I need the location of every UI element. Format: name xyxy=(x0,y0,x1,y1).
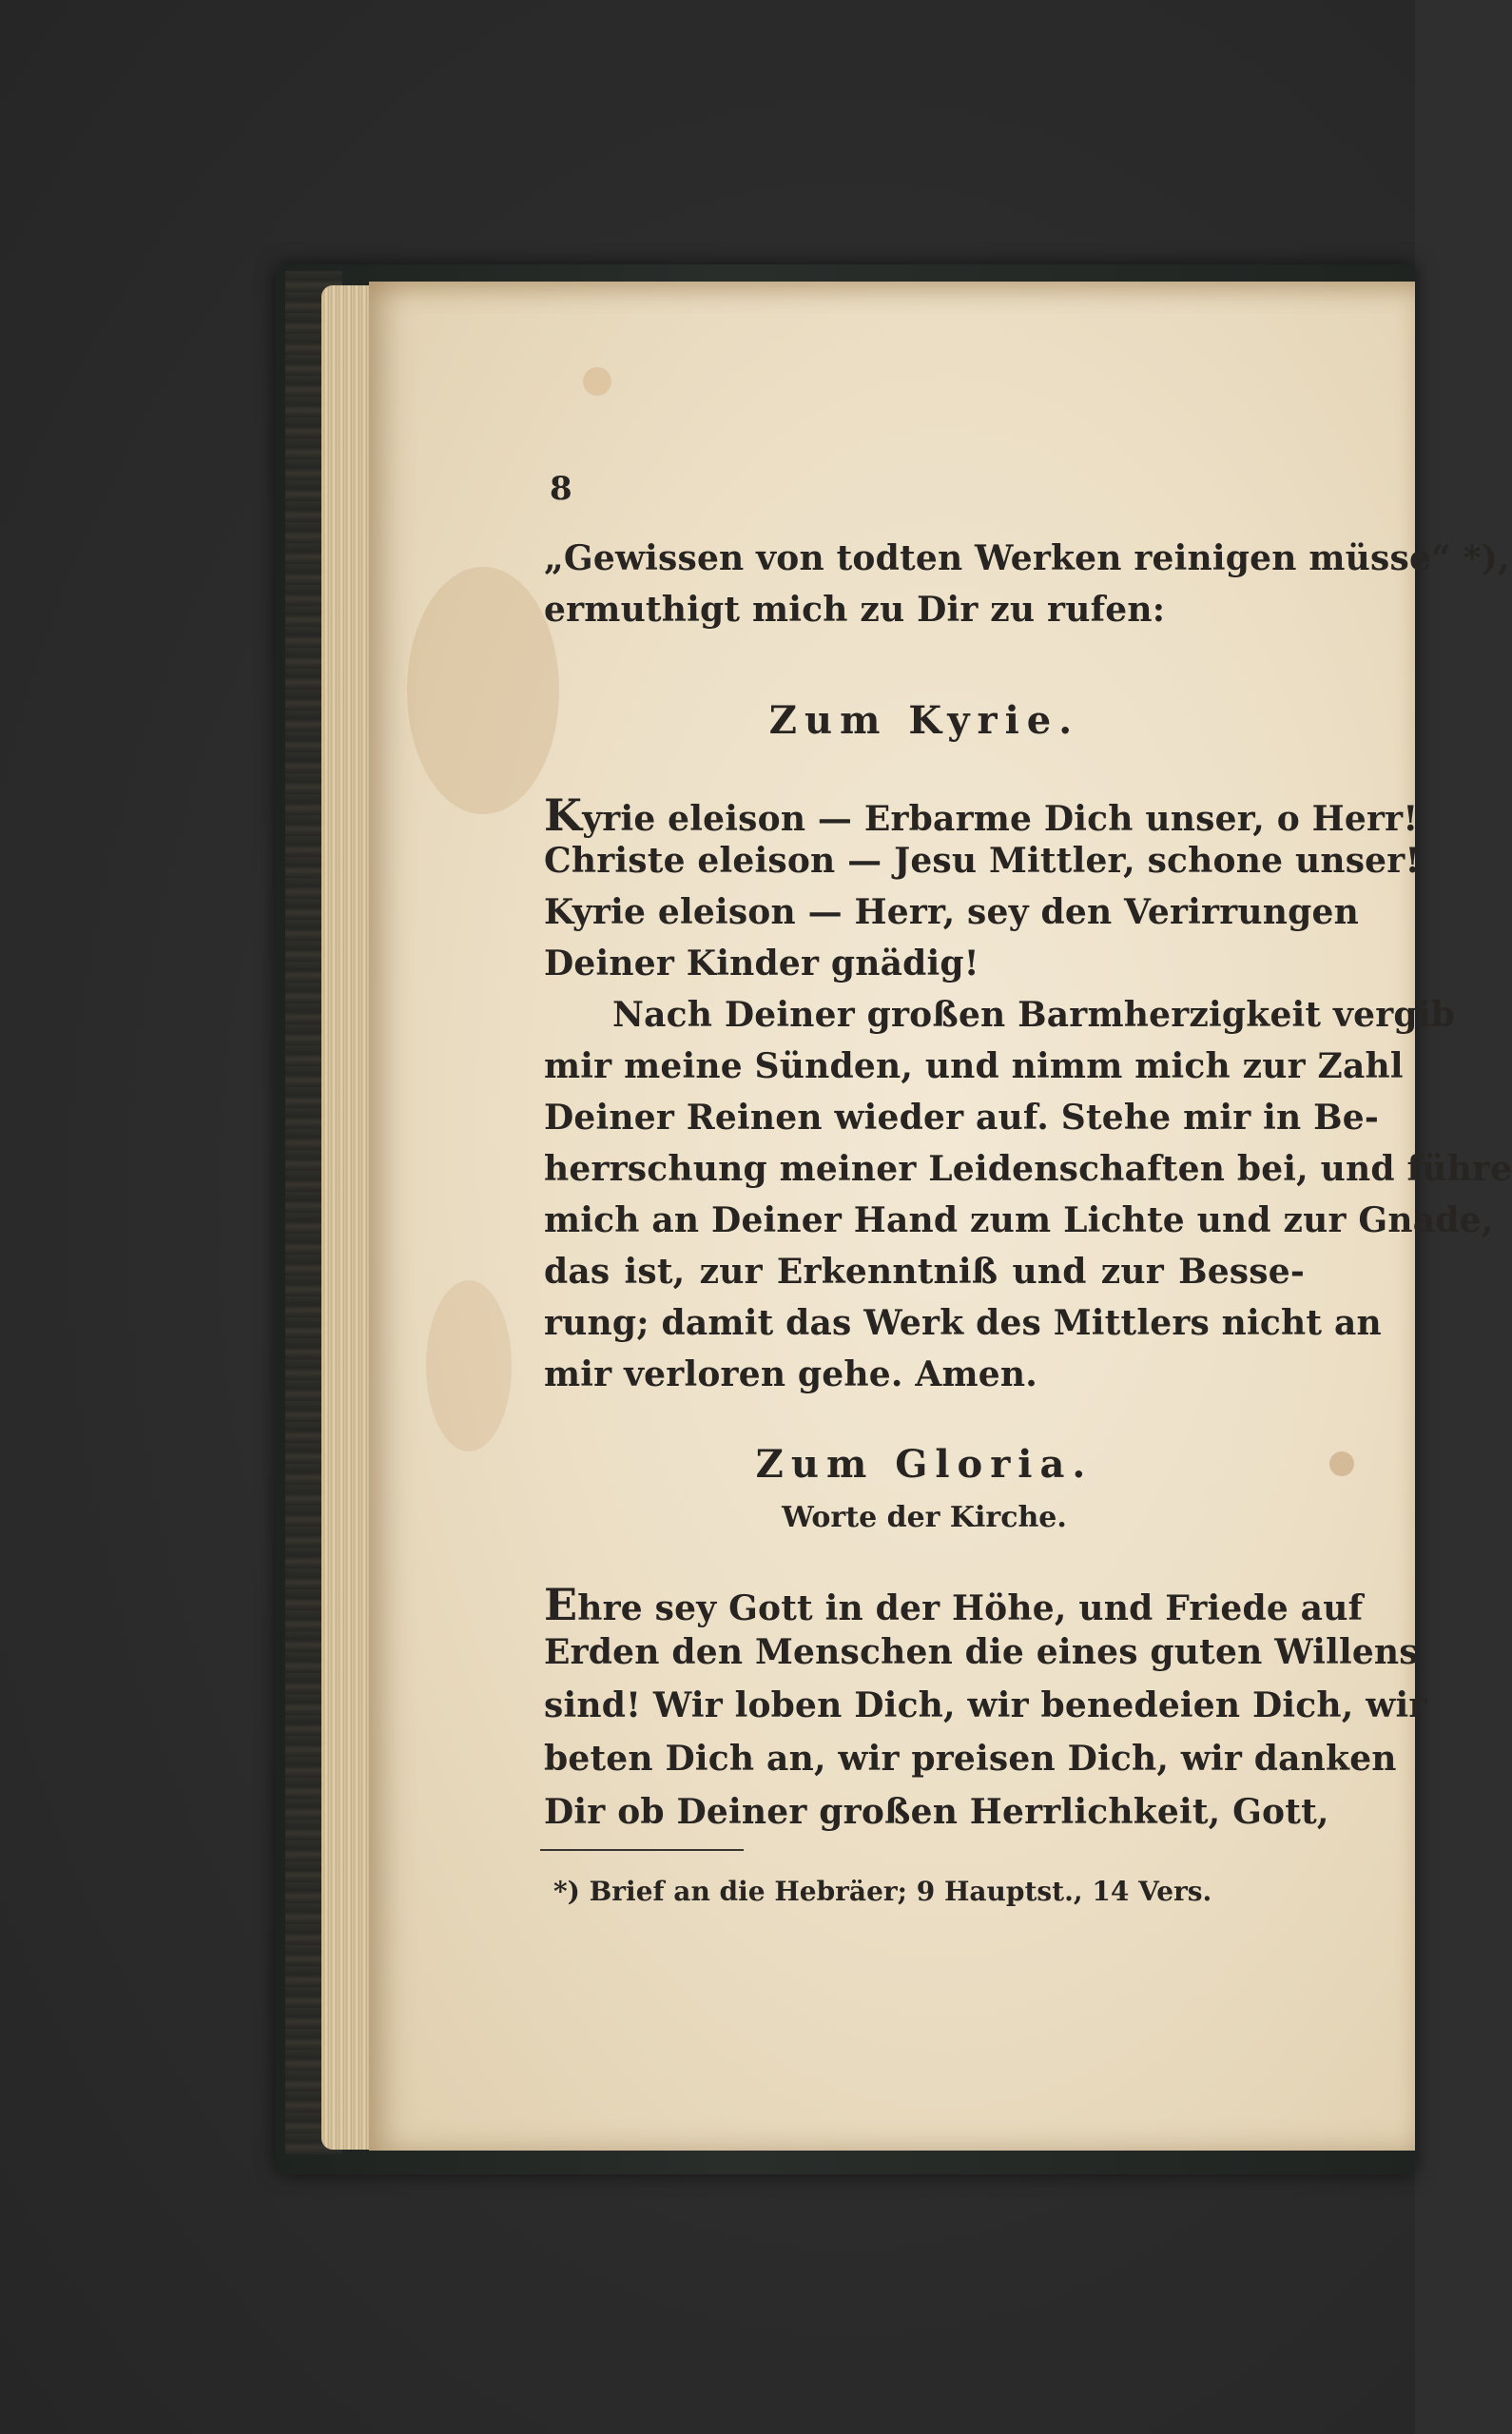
page-stain xyxy=(583,367,611,396)
text-line: ermuthigt mich zu Dir zu rufen: xyxy=(544,590,1166,630)
text-line: Erden den Menschen die eines guten Willens xyxy=(544,1632,1419,1672)
text-line-rest: hre sey Gott in der Höhe, und Friede auf xyxy=(577,1588,1364,1628)
text-line: Christe eleison — Jesu Mittler, schone unser! xyxy=(544,841,1421,881)
text-line: beten Dich an, wir preisen Dich, wir danken xyxy=(544,1739,1397,1779)
text-line: herrschung meiner Leidenschaften bei, und führe xyxy=(544,1149,1512,1189)
text-line: „Gewissen von todten Werken reinigen müsse“ *), xyxy=(544,538,1510,578)
section-heading-gloria: Zum Gloria. xyxy=(755,1442,1094,1487)
text-line: mich an Deiner Hand zum Lichte und zur Gnade, xyxy=(544,1200,1494,1240)
drop-cap: K xyxy=(544,789,583,841)
page-stain xyxy=(1329,1451,1354,1476)
text-line xyxy=(544,789,1419,841)
text-line: mir meine Sünden, und nimm mich zur Zahl xyxy=(544,1046,1404,1086)
page-stain xyxy=(426,1280,512,1451)
drop-cap: E xyxy=(544,1579,578,1630)
text-line: sind! Wir loben Dich, wir benedeien Dich, wir xyxy=(544,1685,1427,1725)
text-line: das ist, zur Erkenntniß und zur Besse- xyxy=(544,1252,1305,1292)
text-line xyxy=(544,1579,1364,1630)
page-stain xyxy=(407,567,559,814)
text-line: rung; damit das Werk des Mittlers nicht an xyxy=(544,1303,1382,1343)
text-line: Dir ob Deiner großen Herrlichkeit, Gott, xyxy=(544,1792,1329,1832)
section-heading-kyrie: Zum Kyrie. xyxy=(768,698,1080,743)
page-number: 8 xyxy=(550,470,572,508)
text-line: Nach Deiner großen Barmherzigkeit vergib xyxy=(612,995,1455,1035)
text-line: Kyrie eleison — Herr, sey den Verirrungen xyxy=(544,892,1359,932)
footnote: *) Brief an die Hebräer; 9 Hauptst., 14 Vers. xyxy=(553,1876,1212,1907)
text-line: Deiner Kinder gnädig! xyxy=(544,944,979,983)
footnote-rule xyxy=(540,1849,744,1851)
text-line-rest: yrie eleison — Erbarme Dich unser, o Herr! xyxy=(582,799,1419,839)
text-line: mir verloren gehe. Amen. xyxy=(544,1354,1037,1394)
section-subheading: Worte der Kirche. xyxy=(782,1501,1067,1534)
text-line: Deiner Reinen wieder auf. Stehe mir in Be- xyxy=(544,1098,1380,1138)
